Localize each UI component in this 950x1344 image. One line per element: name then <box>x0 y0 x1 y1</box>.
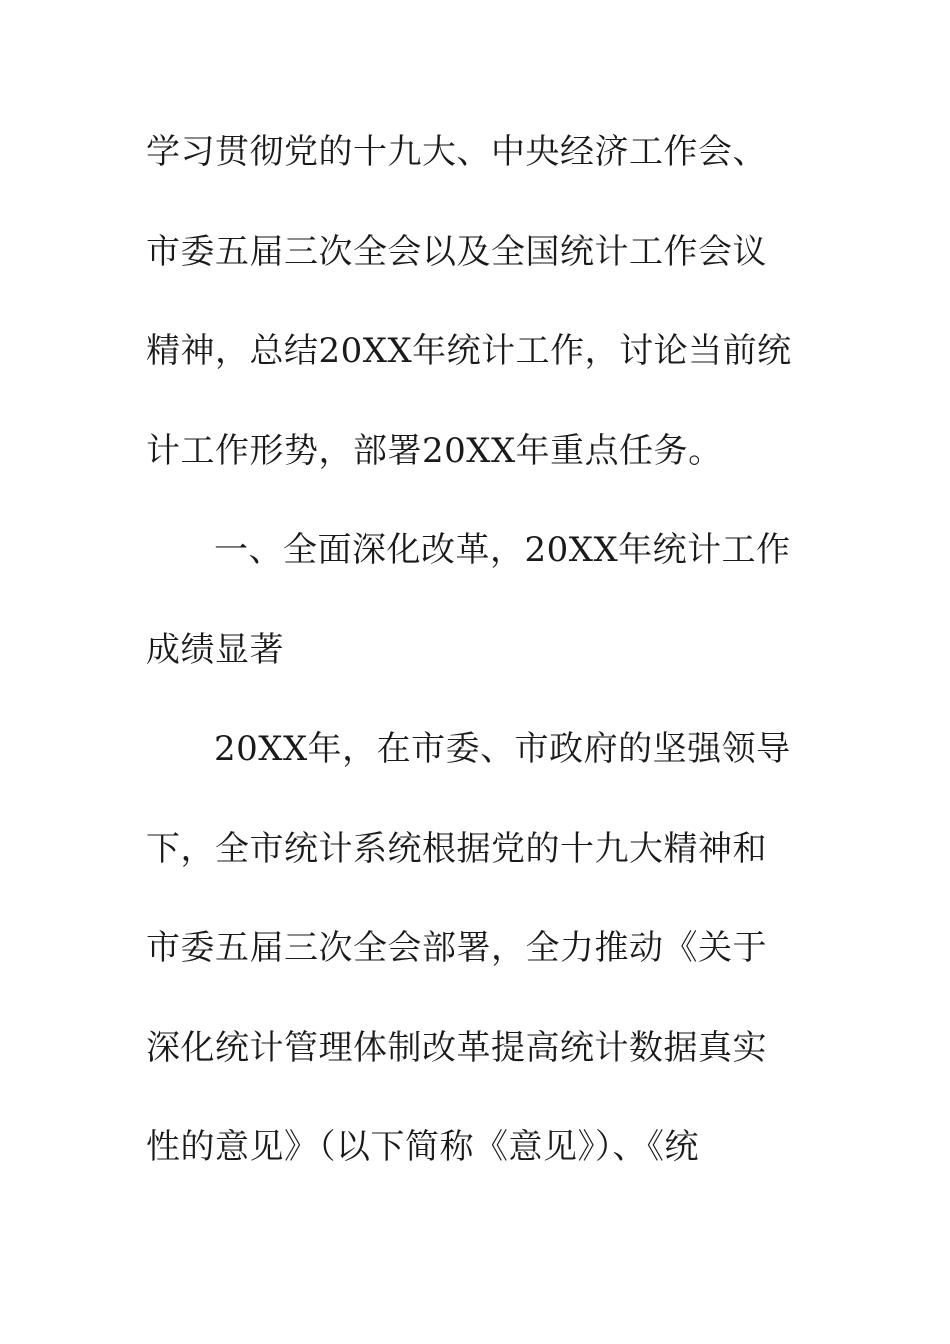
section-heading-line-2: 成绩显著 <box>146 630 284 670</box>
text-line-3: 精神，总结20XX年统计工作，讨论当前统 <box>146 331 792 371</box>
text-line-9: 市委五届三次全会部署，全力推动《关于 <box>146 928 767 968</box>
text-line-4: 计工作形势，部署20XX年重点任务。 <box>146 431 723 471</box>
text-line-10: 深化统计管理体制改革提高统计数据真实 <box>146 1028 767 1068</box>
text-line-8: 下，全市统计系统根据党的十九大精神和 <box>146 829 767 869</box>
text-line-2: 市委五届三次全会以及全国统计工作会议 <box>146 232 767 272</box>
text-line-11: 性的意见》（以下简称《意见》）、《统 <box>146 1127 699 1167</box>
section-heading-line-1: 一、全面深化改革，20XX年统计工作 <box>214 530 791 570</box>
text-line-7: 20XX年，在市委、市政府的坚强领导 <box>214 729 791 769</box>
text-line-1: 学习贯彻党的十九大、中央经济工作会、 <box>146 132 767 172</box>
